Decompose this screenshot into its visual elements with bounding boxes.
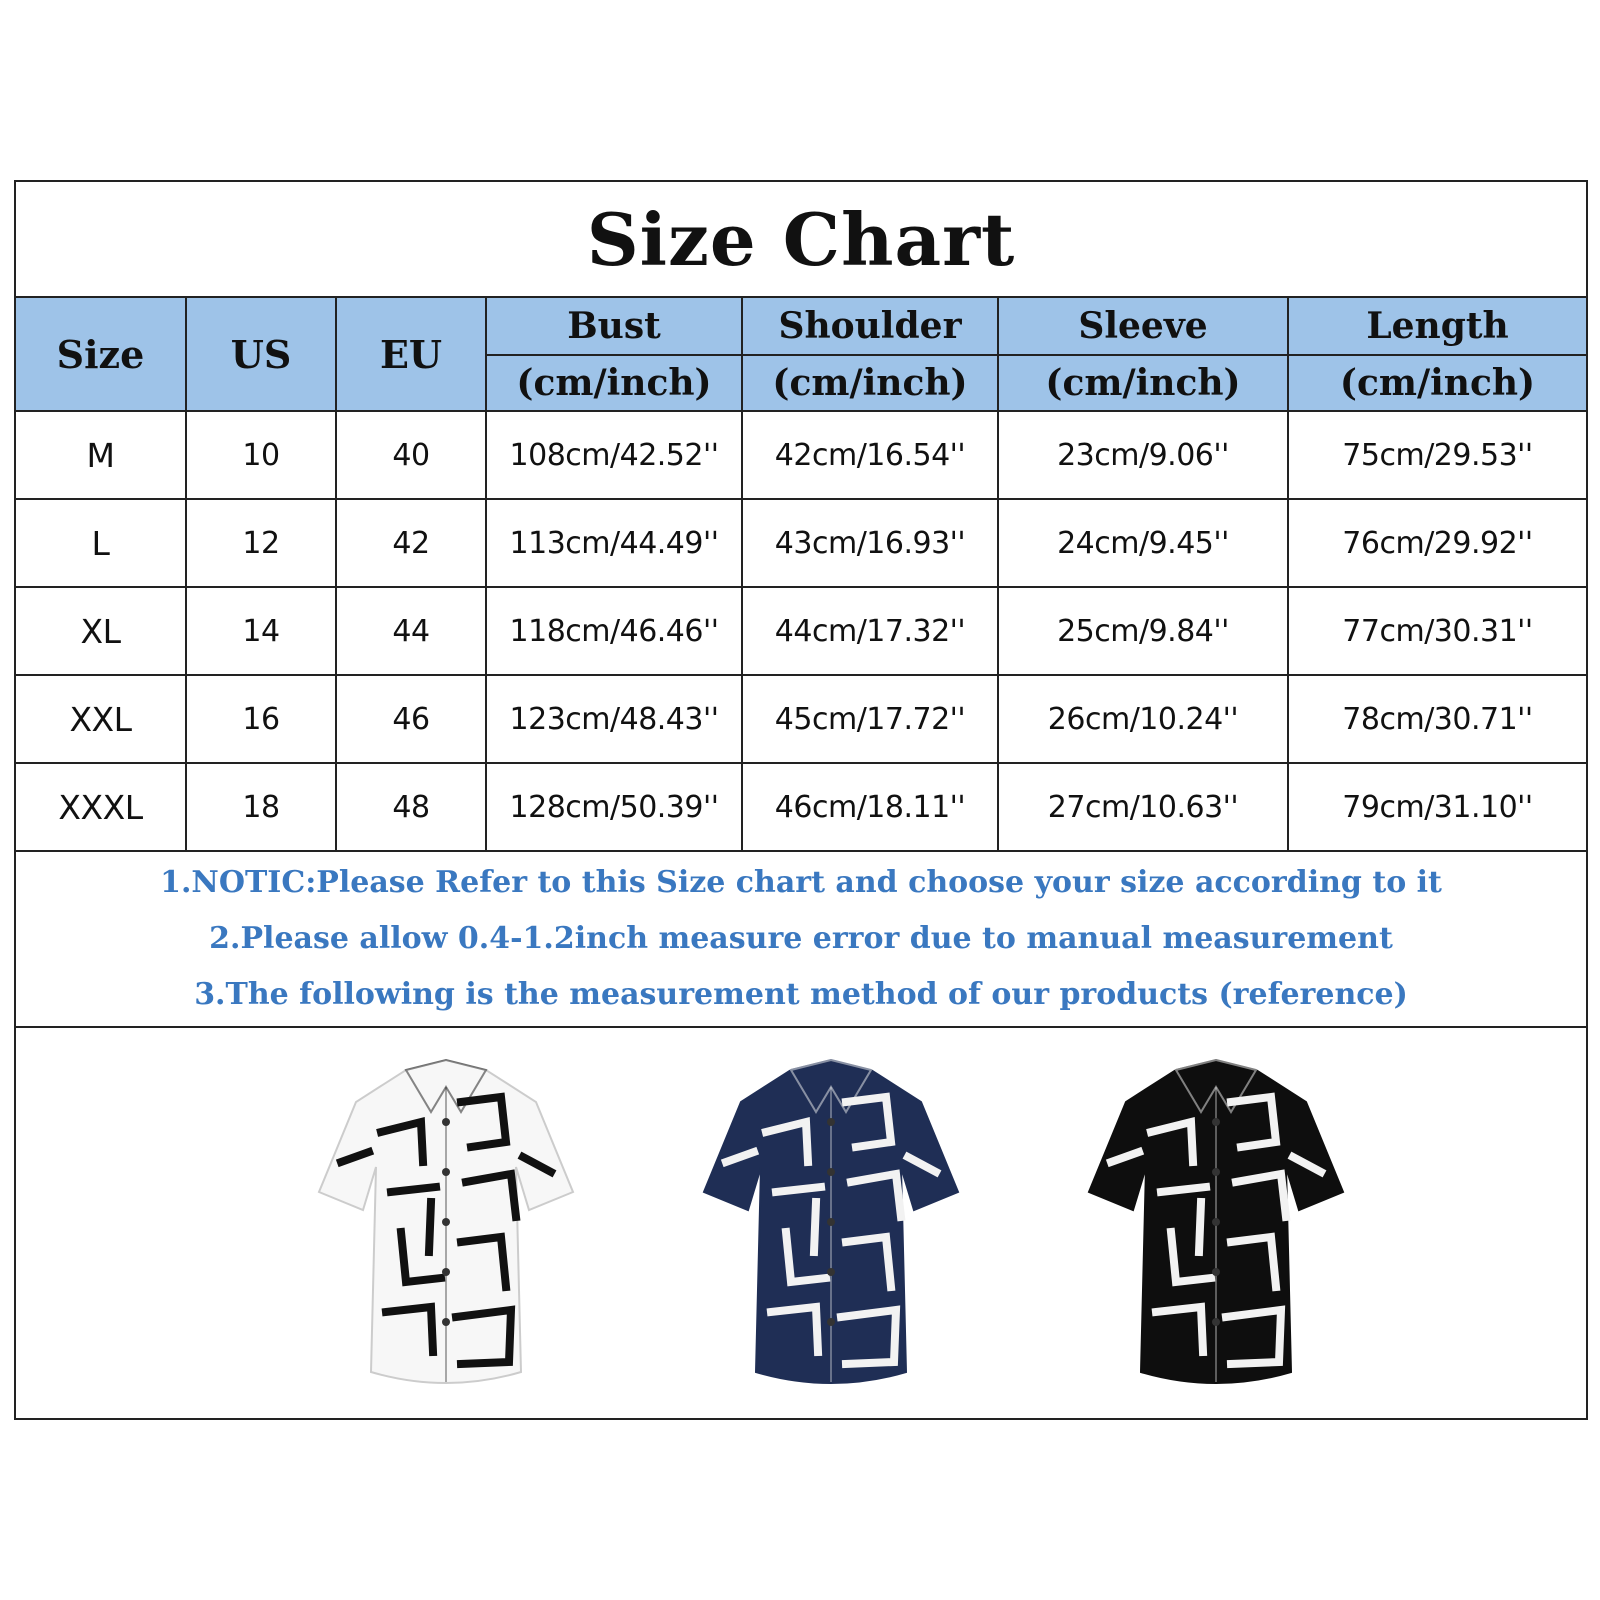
header-bust: Bust	[486, 298, 742, 355]
note-line: 3.The following is the measurement method of our products (reference)	[194, 977, 1408, 1012]
header-size: Size	[16, 298, 186, 411]
cell-bust: 108cm/42.52''	[486, 411, 742, 499]
cell-shoulder: 43cm/16.93''	[742, 499, 998, 587]
shirt-button	[442, 1268, 450, 1276]
unit-sleeve: (cm/inch)	[998, 355, 1288, 411]
cell-length: 75cm/29.53''	[1288, 411, 1586, 499]
product-images	[16, 1028, 1586, 1418]
shirt-pattern-line	[814, 1202, 816, 1252]
shirt-button	[827, 1168, 835, 1176]
cell-length: 76cm/29.92''	[1288, 499, 1586, 587]
cell-us: 16	[186, 675, 336, 763]
header-us: US	[186, 298, 336, 411]
cell-bust: 128cm/50.39''	[486, 763, 742, 850]
cell-size: XXL	[16, 675, 186, 763]
cell-us: 12	[186, 499, 336, 587]
shirt-button	[1212, 1118, 1220, 1126]
cell-eu: 42	[336, 499, 486, 587]
cell-eu: 46	[336, 675, 486, 763]
white-shirt-image	[311, 1042, 581, 1402]
cell-sleeve: 23cm/9.06''	[998, 411, 1288, 499]
table-row	[16, 411, 1586, 499]
shirt-button	[827, 1218, 835, 1226]
cell-us: 10	[186, 411, 336, 499]
cell-bust: 113cm/44.49''	[486, 499, 742, 587]
shirt-pattern-line	[391, 1187, 436, 1192]
table-row	[16, 763, 1586, 850]
table-row	[16, 675, 1586, 763]
cell-us: 18	[186, 763, 336, 850]
cell-shoulder: 44cm/17.32''	[742, 587, 998, 675]
shirt-button	[442, 1218, 450, 1226]
unit-shoulder: (cm/inch)	[742, 355, 998, 411]
cell-sleeve: 24cm/9.45''	[998, 499, 1288, 587]
cell-us: 14	[186, 587, 336, 675]
header-eu: EU	[336, 298, 486, 411]
shirt-button	[827, 1268, 835, 1276]
shirt-button	[1212, 1268, 1220, 1276]
note-line: 1.NOTIC:Please Refer to this Size chart and choose your size according to it	[160, 865, 1442, 900]
notes-section	[16, 850, 1586, 1028]
table-row	[16, 587, 1586, 675]
shirt-pattern-line	[1161, 1187, 1206, 1192]
unit-length: (cm/inch)	[1288, 355, 1586, 411]
shirt-button	[442, 1118, 450, 1126]
cell-eu: 40	[336, 411, 486, 499]
shirt-button	[1212, 1168, 1220, 1176]
cell-size: XL	[16, 587, 186, 675]
navy-shirt-image	[696, 1042, 966, 1402]
header-sleeve: Sleeve	[998, 298, 1288, 355]
header-length: Length	[1288, 298, 1586, 355]
cell-eu: 48	[336, 763, 486, 850]
cell-shoulder: 42cm/16.54''	[742, 411, 998, 499]
black-shirt-image	[1081, 1042, 1351, 1402]
cell-length: 78cm/30.71''	[1288, 675, 1586, 763]
cell-bust: 118cm/46.46''	[486, 587, 742, 675]
unit-bust: (cm/inch)	[486, 355, 742, 411]
size-chart	[14, 180, 1588, 1420]
shirt-button	[1212, 1218, 1220, 1226]
table-row	[16, 499, 1586, 587]
cell-length: 77cm/30.31''	[1288, 587, 1586, 675]
shirt-button	[442, 1318, 450, 1326]
cell-sleeve: 25cm/9.84''	[998, 587, 1288, 675]
chart-title: Size Chart	[16, 182, 1586, 298]
size-table	[16, 298, 1586, 850]
cell-eu: 44	[336, 587, 486, 675]
shirt-pattern-line	[1199, 1202, 1201, 1252]
cell-shoulder: 46cm/18.11''	[742, 763, 998, 850]
cell-sleeve: 27cm/10.63''	[998, 763, 1288, 850]
shirt-button	[442, 1168, 450, 1176]
cell-size: M	[16, 411, 186, 499]
cell-shoulder: 45cm/17.72''	[742, 675, 998, 763]
shirt-button	[827, 1318, 835, 1326]
shirt-pattern-line	[429, 1202, 431, 1252]
cell-size: L	[16, 499, 186, 587]
note-line: 2.Please allow 0.4-1.2inch measure error due to manual measurement	[209, 921, 1393, 956]
shirt-button	[827, 1118, 835, 1126]
cell-size: XXXL	[16, 763, 186, 850]
cell-length: 79cm/31.10''	[1288, 763, 1586, 850]
header-shoulder: Shoulder	[742, 298, 998, 355]
cell-bust: 123cm/48.43''	[486, 675, 742, 763]
shirt-pattern-line	[776, 1187, 821, 1192]
shirt-button	[1212, 1318, 1220, 1326]
cell-sleeve: 26cm/10.24''	[998, 675, 1288, 763]
